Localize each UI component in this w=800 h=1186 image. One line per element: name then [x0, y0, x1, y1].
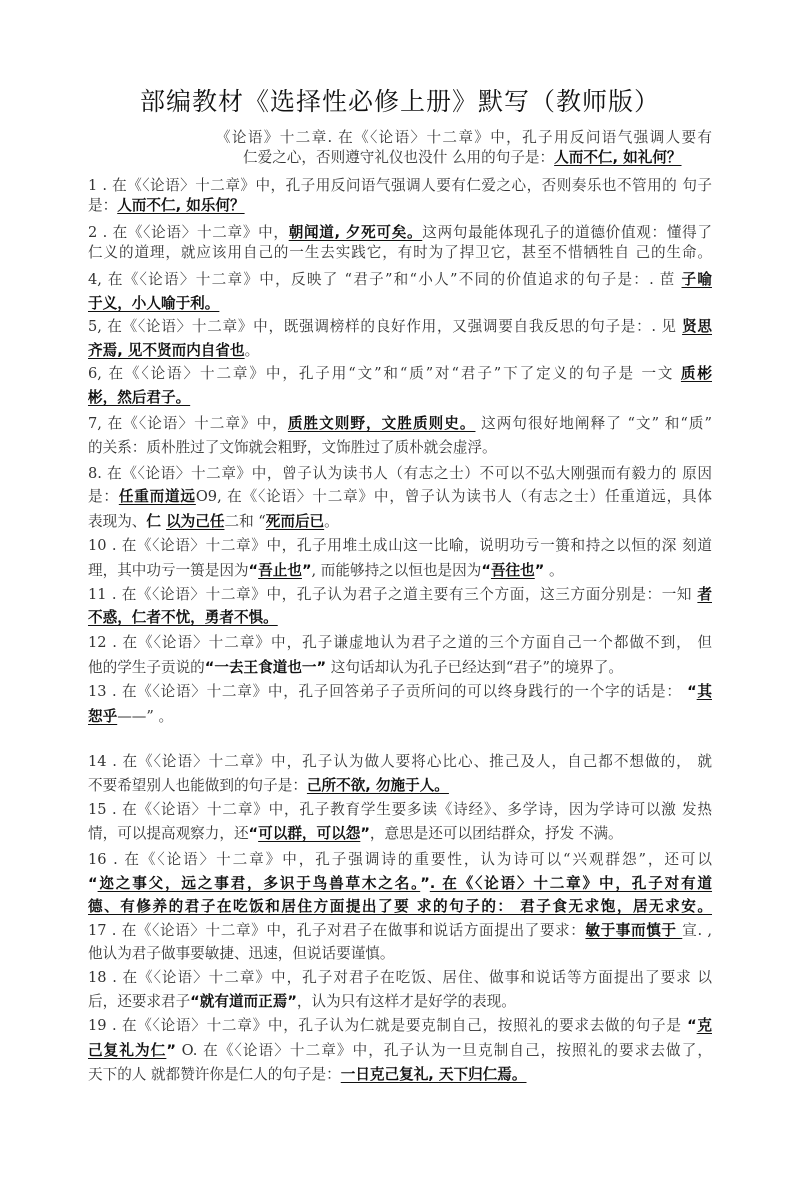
bold-text: ” [420, 875, 430, 892]
answer-text: 吾止也 [258, 562, 302, 579]
answer-text: 齐焉, 见不贤而内自省也 [88, 342, 245, 359]
answer-text: 朝闻道, 夕死可矣。 [288, 224, 423, 241]
text-line [88, 897, 712, 917]
answer-text: 恕乎 [88, 708, 118, 725]
question-text: 16 . 在《〈论语〉十二章》中，孔子强调诗的重要性，认为诗可以“兴观群怨”，还可以 [88, 851, 712, 868]
text-line [88, 874, 712, 894]
question-text: 天下的人 就都赞许你是仁人的句子是： [88, 1066, 341, 1083]
answer-text: 一日克己复礼, 天下归仁焉。 [340, 1066, 527, 1083]
bold-text: “ [248, 825, 259, 842]
text-line [88, 658, 712, 678]
question-text: 这两句最能体现孔子的道德价值观：懂得了 [422, 224, 712, 241]
answer-text: 人而不仁, 如礼何？ [554, 149, 682, 166]
question-text: 他认为君子做事要敏捷、迅速，但说话要谨慎。 [88, 945, 395, 962]
question-text: 8. 在《〈论语〉十二章》中，曾子认为读书人（有志之士）不可以不弘大刚强而有毅力的 原因 [88, 465, 712, 482]
bold-text: “就有道而正焉” [190, 993, 297, 1010]
text-line [88, 317, 712, 337]
text-line [88, 438, 712, 458]
question-text: 不要希望别人也能做到的句子是： [88, 777, 307, 794]
text-line [88, 944, 712, 964]
answer-text: 于义，小人喻于利。 [88, 295, 220, 312]
question-text: 14 . 在《〈论语〉十二章》中，孔子认为做人要将心比心、推己及人，自己都不想做的， 就 [88, 753, 712, 770]
text-line [88, 1016, 712, 1036]
text-line [88, 388, 712, 408]
page-title: 部编教材《选择性必修上册》默写（教师版） [139, 87, 660, 116]
question-text: 18 . 在《〈论语〉十二章》中，孔子对君子在吃饭、居住、做事和说话等方面提出了要求 以 [88, 969, 712, 986]
answer-text: 不惑，仁者不忧，勇者不惧。 [88, 609, 278, 626]
answer-text: 迩之事父，远之事君，多识于鸟兽草木之名。 [97, 875, 421, 892]
text-line [88, 1041, 712, 1061]
question-text: 《论语》十二章. 在《〈论语〉十二章》中，孔子用反问语气强调人要有 [216, 129, 712, 146]
bold-text: “ [687, 1017, 697, 1034]
text-line [88, 512, 712, 532]
answer-text: 子喻 [681, 271, 712, 288]
text-line [88, 800, 712, 820]
question-text: 。 [544, 562, 564, 579]
bold-text: ” [534, 562, 545, 579]
answer-text: 己所不欲, 勿施于人。 [306, 777, 449, 794]
question-text: 仁义的道理，就应该用自己的一生去实践它，有时为了捍卫它，甚至不惜牺牲自 己的生命。 [88, 244, 712, 261]
answer-text: 质胜文则野，文胜质则史。 [287, 415, 476, 432]
text-line [88, 776, 712, 796]
question-text: 理，其中功亏一篑是因为 [88, 562, 249, 579]
text-line [88, 414, 712, 434]
question-text: 10 . 在《〈论语〉十二章》中，孔子用堆土成山这一比喻，说明功亏一篑和持之以恒的深 刻道 [88, 537, 712, 554]
text-line [88, 585, 712, 605]
text-line [88, 270, 712, 290]
text-line [88, 341, 712, 361]
answer-text: 以为己任 [166, 513, 225, 530]
text-line [88, 824, 712, 844]
answer-text: 质彬 [680, 365, 712, 382]
text-line [88, 364, 712, 384]
text-line [88, 536, 712, 556]
bold-text: “ [248, 562, 259, 579]
answer-text: 德、有修养的君子在吃饭和居住方面提出了要 求的句子的： 君子食无求饱，居无求安。 [88, 898, 712, 915]
question-text: 2 . 在《〈论语〉十二章》中， [88, 224, 289, 241]
text-line [88, 464, 712, 484]
bold-text: 仁 [146, 513, 167, 530]
text-line [88, 992, 712, 1012]
bold-text: ” [166, 1042, 176, 1059]
answer-text: 可以群，可以怨 [258, 825, 361, 842]
question-text: 13 . 在《〈论语〉十二章》中，孔子回答弟子子贡所问的可以终身践行的一个字的话是： [88, 683, 688, 700]
question-text: 他的学生子贡说的 [88, 659, 205, 676]
question-text: 仁爱之心，否则遵守礼仪也没什 么用的句子是： [243, 149, 555, 166]
text-line [88, 294, 712, 314]
text-line [88, 1065, 712, 1085]
answer-text: 敏于事而慎于 [585, 922, 683, 939]
question-text: 12 . 在《〈论语〉十二章》中，孔子谦虚地认为君子之道的三个方面自己一个都做不到， 但 [88, 634, 712, 651]
answer-text: 其 [696, 683, 712, 700]
text-line [88, 850, 712, 870]
question-text: 15 . 在《〈论语〉十二章》中，孔子教育学生要多读《诗经》、多学诗，因为学诗可以激 发热 [88, 801, 712, 818]
question-text: 。 [244, 342, 260, 359]
question-text: ，意思是还可以团结群众，抒发 不满。 [369, 825, 623, 842]
bold-text: “ [88, 875, 98, 892]
question-text: 二和 “ [224, 513, 266, 530]
text-line [88, 223, 712, 243]
question-text: 这句话却认为孔子已经达到“君子”的境界了。 [326, 659, 623, 676]
bold-text: “一去王食道也一” [204, 659, 327, 676]
question-text: 7, 在《〈论语〉十二章》中， [88, 415, 288, 432]
bold-text: “ [481, 562, 491, 579]
question-text: 17 . 在《〈论语〉十二章》中，孔子对君子在做事和说话方面提出了要求： [88, 922, 586, 939]
question-text: 1 . 在《〈论语〉十二章》中，孔子用反问语气强调人要有仁爱之心，否则奏乐也不管用的 句子 [88, 177, 712, 194]
bold-text: “ [687, 683, 697, 700]
text-line [88, 968, 712, 988]
answer-text: 贤思 [682, 318, 712, 335]
answer-text: 人而不仁, 如乐何？ [117, 197, 245, 214]
question-text: 19 . 在《〈论语〉十二章》中，孔子认为仁就是要克制自己，按照礼的要求去做的句子是 [88, 1017, 688, 1034]
text-line [216, 128, 712, 148]
question-text: 4, 在《〈论语〉十二章》中，反映了 “君子”和“小人”不同的价值追求的句子是：. 茞 [88, 271, 682, 288]
question-text: 情，可以提高观察力，还 [88, 825, 249, 842]
text-line [88, 243, 712, 263]
question-text: 宣. , [682, 922, 712, 939]
text-line [88, 682, 712, 702]
answer-text: 己复礼为仁 [88, 1042, 167, 1059]
question-text: 5, 在《〈论语〉十二章》中，既强调榜样的良好作用，又强调要自我反思的句子是：. 见 [88, 318, 683, 335]
question-text: 表现为、 [88, 513, 147, 530]
question-text: 这两句很好地阐释了 “文” 和“质” [475, 415, 712, 432]
question-text: , 而能够持之以恒也是因为 [311, 562, 482, 579]
question-text: 的关系：质朴胜过了文饰就会粗野，文饰胜过了质朴就会虚浮。 [88, 439, 497, 456]
answer-text: . 在《〈论语〉十二章》中，孔子对有道 [429, 875, 713, 892]
answer-text: 彬，然后君子。 [88, 389, 191, 406]
question-text: 。 [324, 513, 339, 530]
question-text: 11 . 在《〈论语〉十二章》中，孔子认为君子之道主要有三个方面，这三方面分别是：一知 [88, 586, 698, 603]
text-line [88, 608, 712, 628]
answer-text: 者 [697, 586, 712, 603]
text-line [88, 633, 712, 653]
question-text: ——” 。 [117, 708, 174, 725]
answer-text: 任重而道远 [118, 488, 196, 505]
answer-text: 吾往也 [490, 562, 535, 579]
text-line [88, 196, 712, 216]
bold-text: ” [301, 562, 312, 579]
question-text: 6, 在《〈论语〉十二章》中，孔子用“文”和“质”对“君子”下了定义的句子是 一文 [88, 365, 681, 382]
text-line [88, 921, 712, 941]
question-text: 是： [88, 488, 119, 505]
question-text: O9, 在《〈论语〉十二章》中，曾子认为读书人（有志之士）任重道远，具体 [195, 488, 712, 505]
text-line [88, 176, 712, 196]
text-line [88, 707, 712, 727]
answer-text: 克 [696, 1017, 712, 1034]
question-text: 是： [88, 197, 118, 214]
bold-text: ” [360, 825, 370, 842]
text-line [88, 752, 712, 772]
text-line [88, 561, 712, 581]
question-text: ，认为只有这样才是好学的表现。 [296, 993, 516, 1010]
text-line [243, 148, 712, 168]
text-line [88, 487, 712, 507]
answer-text: 死而后已 [265, 513, 325, 530]
question-text: 后，还要求君子 [88, 993, 191, 1010]
question-text: O. 在《〈论语〉十二章》中，孔子认为一旦克制自己，按照礼的要求去做了， [175, 1042, 712, 1059]
